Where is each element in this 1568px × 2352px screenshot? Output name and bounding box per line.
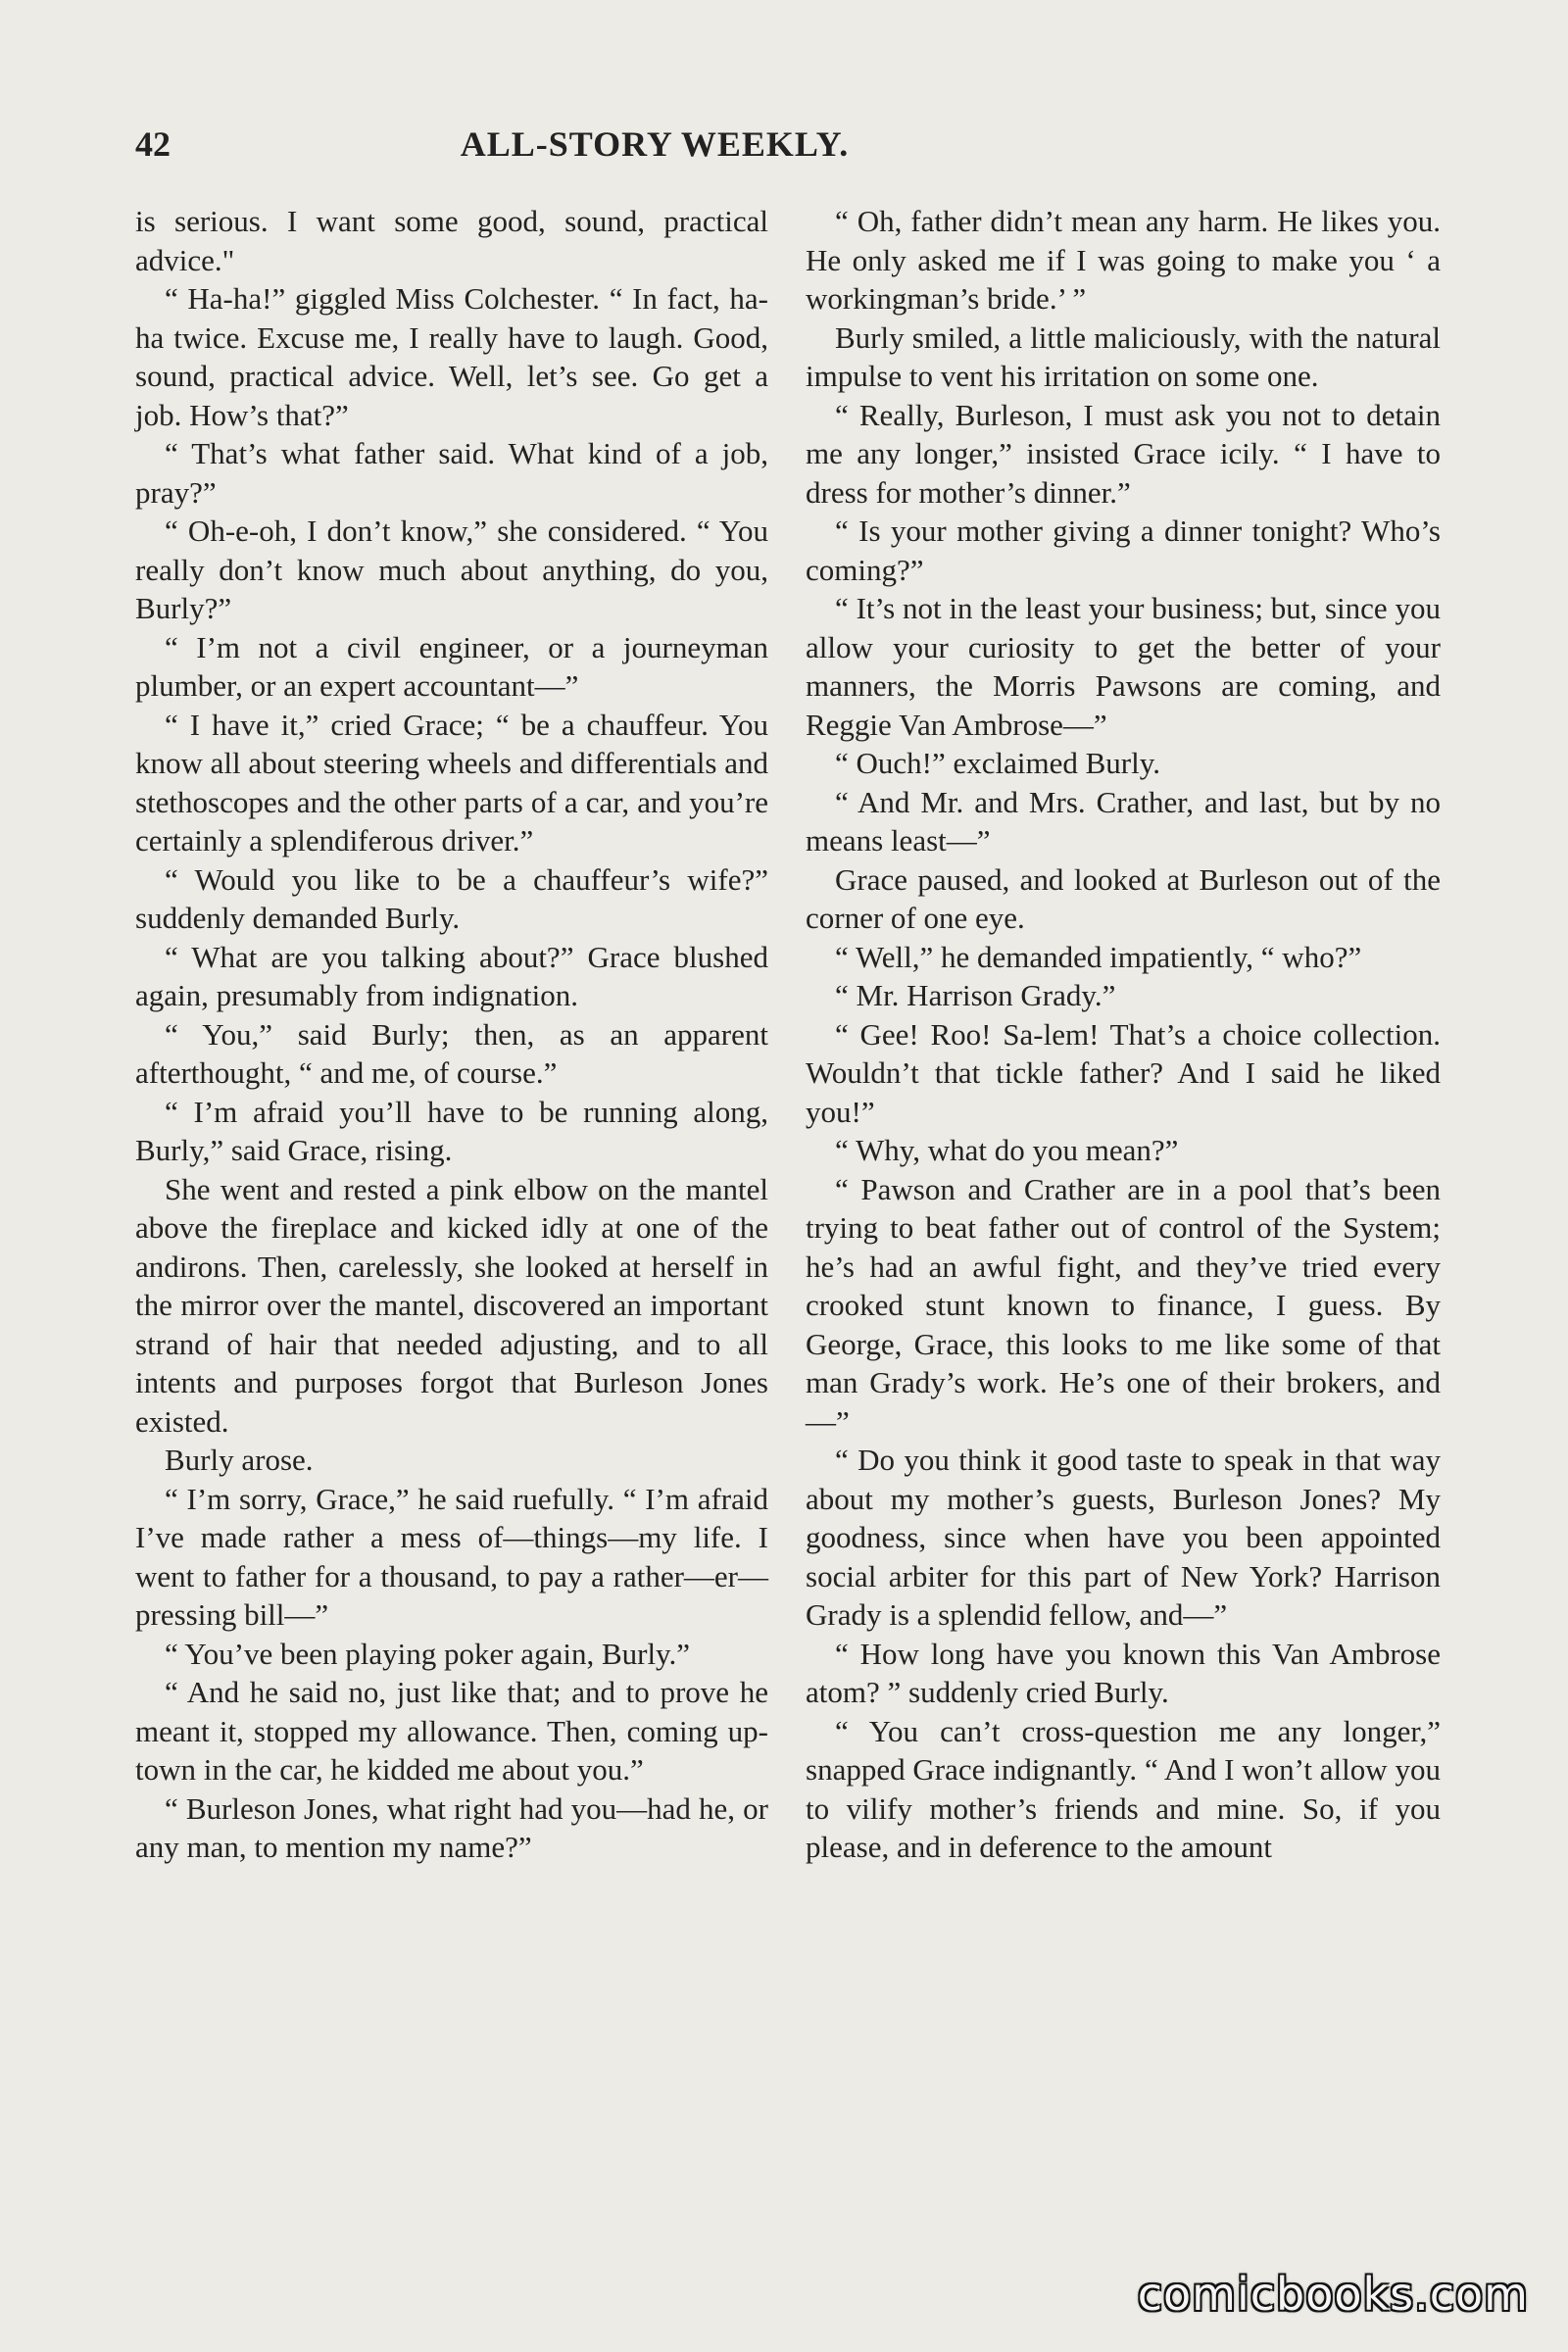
paragraph: “ And he said no, just like that; and to prove he meant it, stopped my allowance. Then, coming up-town in the car, he kidded me about you.” (135, 1675, 768, 1787)
paragraph: “ Ha-ha!” giggled Miss Colchester. “ In fact, ha-ha twice. Excuse me, I really have to laugh. Good, sound, practical advice. Well, let’s see. Go get a job. How’s that?” (135, 281, 768, 432)
paragraph: “ And Mr. and Mrs. Crather, and last, but by no means least—” (806, 784, 1441, 858)
paragraph: “ Gee! Roo! Sa-lem! That’s a choice collection. Wouldn’t that tickle father? And I said he liked you!” (806, 1016, 1441, 1129)
paragraph: “ I’m not a civil engineer, or a journeyman plumber, or an expert accountant—” (135, 629, 768, 703)
paragraph: “ Oh-e-oh, I don’t know,” she considered. “ You really don’t know much about anything, do you, Burly?” (135, 514, 768, 625)
paragraph: “ Do you think it good taste to speak in that way about my mother’s guests, Burleson Jones? My goodness, since when have you been appointed social arbiter for this part of New York? Harrison Grady is a splendid fellow, and—” (806, 1443, 1441, 1632)
paragraph: “ Mr. Harrison Grady.” (835, 978, 1116, 1012)
paragraph: “ Really, Burleson, I must ask you not to detain me any longer,” insisted Grace icily. “ I have to dress for mother’s dinner.” (806, 397, 1441, 510)
paragraph: “ Why, what do you mean?” (835, 1133, 1179, 1167)
paragraph: She went and rested a pink elbow on the mantel above the fireplace and kicked idly at one of the andirons. Then, carelessly, she looked at herself in the mirror over the mantel, discovered an important strand of hair that needed adjusting, and to all intents and purposes forgot that Burleson Jones existed. (135, 1171, 768, 1439)
paragraph: “ You’ve been playing poker again, Burly.” (165, 1636, 691, 1671)
paragraph: Burly smiled, a little maliciously, with the natural impulse to vent his irritation on some one. (806, 319, 1441, 393)
paragraph: “ Pawson and Crather are in a pool that’s been trying to beat father out of control of the System; he’s had an awful fight, and they’ve tried every crooked stunt known to finance, I guess. By George, Grace, this looks to me like some of that man Grady’s work. He’s one of their brokers, and—” (806, 1171, 1441, 1439)
paragraph: “ What are you talking about?” Grace blushed again, presumably from indignation. (135, 939, 768, 1012)
left-column (135, 202, 768, 1867)
paragraph: Burly arose. (165, 1443, 314, 1477)
paragraph: “ Oh, father didn’t mean any harm. He likes you. He only asked me if I was going to make you ‘ a workingman’s bride.’ ” (806, 204, 1441, 316)
page-header (135, 123, 1448, 182)
paragraph: “ I’m sorry, Grace,” he said ruefully. “ I’m afraid I’ve made rather a mess of—things—my life. I went to father for a thousand, to pay a rather—er—pressing bill—” (135, 1481, 768, 1632)
paragraph: “ It’s not in the least your business; but, since you allow your curiosity to get the better of your manners, the Morris Pawsons are coming, and Reggie Van Ambrose—” (806, 591, 1441, 742)
paragraph: “ Ouch!” exclaimed Burly. (835, 746, 1160, 780)
magazine-title: ALL-STORY WEEKLY. (460, 124, 850, 164)
paragraph: is serious. I want some good, sound, practical advice." (135, 204, 768, 277)
paragraph: “ Would you like to be a chauffeur’s wife?” suddenly demanded Burly. (135, 861, 768, 935)
paragraph: “ You can’t cross-question me any longer,” snapped Grace indignantly. “ And I won’t allow you to vilify mother’s friends and mine. So, if you please, and in deference to the amount (806, 1713, 1441, 1864)
paragraph: Grace paused, and looked at Burleson out of the corner of one eye. (806, 861, 1441, 935)
paragraph: “ You,” said Burly; then, as an apparent afterthought, “ and me, of course.” (135, 1016, 768, 1090)
paragraph: “ I have it,” cried Grace; “ be a chauffeur. You know all about steering wheels and differentials and stethoscopes and the other parts of a car, and you’re certainly a splendiferous driver.” (135, 707, 768, 858)
paragraph: “ That’s what father said. What kind of a job, pray?” (135, 436, 768, 510)
watermark: comicbooks.com (1137, 2268, 1529, 2321)
paragraph: “ How long have you known this Van Ambrose atom? ” suddenly cried Burly. (806, 1636, 1441, 1709)
page-number: 42 (135, 124, 171, 164)
paragraph: “ Well,” he demanded impatiently, “ who?” (835, 939, 1362, 974)
paragraph: “ I’m afraid you’ll have to be running along, Burly,” said Grace, rising. (135, 1094, 768, 1167)
paragraph: “ Is your mother giving a dinner tonight? Who’s coming?” (806, 514, 1441, 587)
right-column (806, 202, 1441, 1867)
paragraph: “ Burleson Jones, what right had you—had he, or any man, to mention my name?” (135, 1790, 768, 1864)
